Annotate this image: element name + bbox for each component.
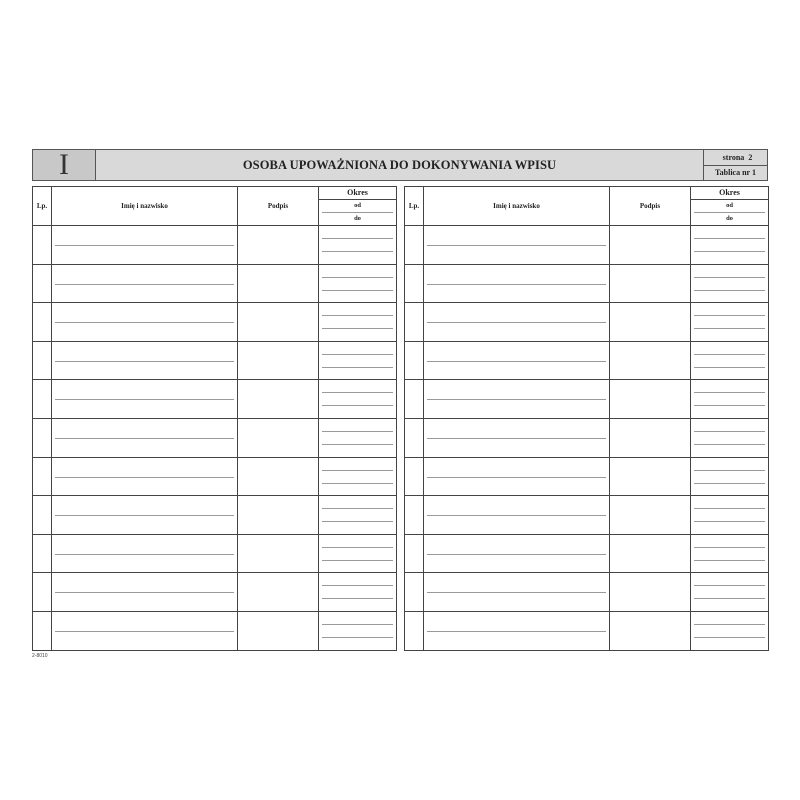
table-row (405, 341, 769, 380)
lp-cell (405, 496, 424, 535)
name-cell[interactable] (424, 534, 610, 573)
lp-cell (33, 457, 52, 496)
write-line (55, 438, 234, 439)
period-from-label: od (322, 200, 393, 213)
table-row (33, 496, 397, 535)
lp-cell (33, 303, 52, 342)
write-line (694, 547, 765, 548)
write-line (694, 508, 765, 509)
name-cell[interactable] (424, 264, 610, 303)
period-from-label: od (694, 200, 765, 213)
lp-cell (33, 226, 52, 265)
write-line (694, 277, 765, 278)
lp-cell (405, 573, 424, 612)
lp-cell (33, 264, 52, 303)
name-cell[interactable] (424, 341, 610, 380)
period-label: Okres (319, 187, 396, 200)
write-line (694, 315, 765, 316)
write-line (322, 483, 393, 484)
signature-cell[interactable] (238, 611, 319, 650)
write-line (427, 245, 606, 246)
lp-cell (405, 226, 424, 265)
write-line (322, 431, 393, 432)
entry-table-left (32, 186, 397, 651)
write-line (694, 598, 765, 599)
signature-header: Podpis (238, 187, 319, 226)
signature-cell[interactable] (238, 496, 319, 535)
period-cell[interactable] (319, 303, 397, 342)
write-line (322, 392, 393, 393)
name-cell[interactable] (52, 496, 238, 535)
name-cell[interactable] (52, 534, 238, 573)
write-line (55, 477, 234, 478)
lp-cell (405, 457, 424, 496)
write-line (322, 354, 393, 355)
signature-cell[interactable] (610, 341, 691, 380)
name-header: Imię i nazwisko (52, 187, 238, 226)
signature-cell[interactable] (610, 418, 691, 457)
period-cell[interactable] (691, 380, 769, 419)
write-line (427, 554, 606, 555)
write-line (694, 521, 765, 522)
write-line (55, 245, 234, 246)
write-line (694, 251, 765, 252)
signature-cell[interactable] (238, 264, 319, 303)
name-cell[interactable] (52, 380, 238, 419)
table-row (33, 573, 397, 612)
entry-table-right (404, 186, 769, 651)
signature-cell[interactable] (238, 226, 319, 265)
write-line (427, 477, 606, 478)
write-line (322, 637, 393, 638)
form-code: 2-8010 (32, 653, 48, 659)
write-line (427, 322, 606, 323)
table-row (33, 341, 397, 380)
write-line (694, 470, 765, 471)
write-line (694, 637, 765, 638)
period-cell[interactable] (691, 264, 769, 303)
write-line (427, 438, 606, 439)
write-line (694, 354, 765, 355)
form-title: OSOBA UPOWAŻNIONA DO DOKONYWANIA WPISU (242, 157, 557, 172)
period-cell[interactable] (691, 226, 769, 265)
lp-header: Lp. (33, 187, 52, 226)
name-cell[interactable] (52, 418, 238, 457)
page-label: strona (722, 152, 745, 162)
page-number: 2 (748, 152, 753, 162)
write-line (322, 315, 393, 316)
signature-cell[interactable] (610, 534, 691, 573)
write-line (694, 367, 765, 368)
lp-cell (405, 380, 424, 419)
period-cell[interactable] (319, 457, 397, 496)
lp-cell (33, 341, 52, 380)
write-line (322, 470, 393, 471)
write-line (55, 515, 234, 516)
signature-cell[interactable] (238, 534, 319, 573)
write-line (427, 592, 606, 593)
name-cell[interactable] (52, 226, 238, 265)
table-row (405, 534, 769, 573)
section-numeral: I (33, 150, 96, 180)
table-row (405, 264, 769, 303)
signature-cell[interactable] (238, 573, 319, 612)
signature-cell[interactable] (238, 303, 319, 342)
lp-cell (405, 303, 424, 342)
write-line (322, 367, 393, 368)
period-cell[interactable] (319, 226, 397, 265)
period-to-label: do (726, 215, 733, 222)
write-line (322, 560, 393, 561)
lp-cell (405, 264, 424, 303)
write-line (322, 405, 393, 406)
table-row (405, 418, 769, 457)
signature-cell[interactable] (610, 303, 691, 342)
table-row (405, 457, 769, 496)
write-line (55, 284, 234, 285)
period-header (691, 187, 769, 226)
signature-header: Podpis (610, 187, 691, 226)
write-line (694, 483, 765, 484)
write-line (55, 592, 234, 593)
write-line (427, 631, 606, 632)
name-cell[interactable] (424, 611, 610, 650)
signature-cell[interactable] (238, 457, 319, 496)
write-line (427, 284, 606, 285)
lp-cell (33, 611, 52, 650)
write-line (694, 392, 765, 393)
lp-cell (405, 341, 424, 380)
period-cell[interactable] (691, 496, 769, 535)
signature-cell[interactable] (238, 380, 319, 419)
write-line (322, 277, 393, 278)
write-line (322, 290, 393, 291)
lp-cell (33, 380, 52, 419)
period-cell[interactable] (319, 418, 397, 457)
write-line (55, 554, 234, 555)
table-row (33, 534, 397, 573)
write-line (694, 431, 765, 432)
table-row (405, 303, 769, 342)
name-cell[interactable] (424, 418, 610, 457)
write-line (694, 444, 765, 445)
name-cell[interactable] (424, 303, 610, 342)
page-meta (703, 150, 767, 180)
write-line (55, 399, 234, 400)
signature-cell[interactable] (610, 573, 691, 612)
period-cell[interactable] (691, 611, 769, 650)
period-cell[interactable] (319, 264, 397, 303)
lp-cell (33, 418, 52, 457)
table-row (405, 226, 769, 265)
lp-cell (33, 573, 52, 612)
period-cell[interactable] (319, 496, 397, 535)
write-line (322, 598, 393, 599)
name-cell[interactable] (424, 380, 610, 419)
write-line (427, 361, 606, 362)
lp-cell (405, 611, 424, 650)
lp-header: Lp. (405, 187, 424, 226)
period-cell[interactable] (319, 380, 397, 419)
table-row (33, 303, 397, 342)
period-cell[interactable] (691, 457, 769, 496)
signature-cell[interactable] (610, 380, 691, 419)
form-header (32, 149, 768, 181)
write-line (322, 251, 393, 252)
name-cell[interactable] (52, 341, 238, 380)
name-cell[interactable] (52, 457, 238, 496)
signature-cell[interactable] (238, 341, 319, 380)
write-line (322, 444, 393, 445)
write-line (322, 238, 393, 239)
period-cell[interactable] (691, 341, 769, 380)
signature-cell[interactable] (610, 264, 691, 303)
period-cell[interactable] (319, 573, 397, 612)
name-cell[interactable] (52, 264, 238, 303)
name-cell[interactable] (52, 573, 238, 612)
period-to-label: do (354, 215, 361, 222)
lp-cell (33, 534, 52, 573)
table-row (33, 611, 397, 650)
name-cell[interactable] (52, 611, 238, 650)
signature-cell[interactable] (610, 457, 691, 496)
write-line (694, 238, 765, 239)
period-header (319, 187, 397, 226)
signature-cell[interactable] (610, 226, 691, 265)
write-line (322, 328, 393, 329)
signature-cell[interactable] (610, 496, 691, 535)
table-row (405, 496, 769, 535)
table-row (33, 418, 397, 457)
write-line (694, 585, 765, 586)
period-cell[interactable] (691, 573, 769, 612)
table-row (33, 264, 397, 303)
write-line (322, 521, 393, 522)
write-line (55, 631, 234, 632)
table-row (33, 457, 397, 496)
name-cell[interactable] (424, 226, 610, 265)
period-cell[interactable] (691, 418, 769, 457)
name-cell[interactable] (424, 457, 610, 496)
period-cell[interactable] (319, 611, 397, 650)
table-number: Tablica nr 1 (715, 168, 756, 178)
period-cell[interactable] (319, 341, 397, 380)
write-line (694, 290, 765, 291)
write-line (694, 328, 765, 329)
write-line (322, 508, 393, 509)
lp-cell (33, 496, 52, 535)
name-header: Imię i nazwisko (424, 187, 610, 226)
write-line (694, 405, 765, 406)
write-line (427, 399, 606, 400)
table-row (405, 611, 769, 650)
table-row (405, 573, 769, 612)
period-label: Okres (691, 187, 768, 200)
write-line (322, 585, 393, 586)
write-line (55, 361, 234, 362)
page-info (704, 150, 767, 166)
name-cell[interactable] (424, 496, 610, 535)
name-cell[interactable] (424, 573, 610, 612)
write-line (694, 560, 765, 561)
period-cell[interactable] (691, 534, 769, 573)
name-cell[interactable] (52, 303, 238, 342)
period-cell[interactable] (691, 303, 769, 342)
table-row (33, 380, 397, 419)
signature-cell[interactable] (238, 418, 319, 457)
write-line (322, 624, 393, 625)
period-cell[interactable] (319, 534, 397, 573)
write-line (694, 624, 765, 625)
lp-cell (405, 534, 424, 573)
signature-cell[interactable] (610, 611, 691, 650)
write-line (322, 547, 393, 548)
lp-cell (405, 418, 424, 457)
table-row (33, 226, 397, 265)
table-row (405, 380, 769, 419)
write-line (55, 322, 234, 323)
write-line (427, 515, 606, 516)
